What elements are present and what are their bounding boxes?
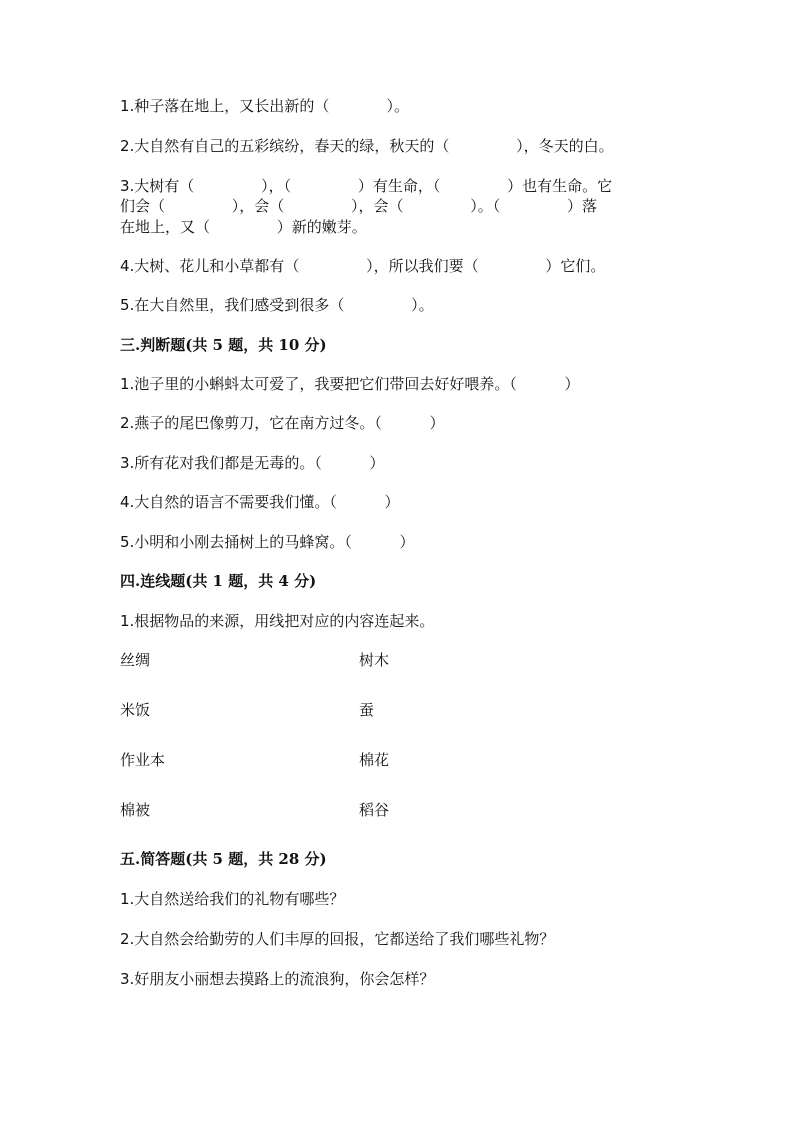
- matching-question: 1.根据物品的来源，用线把对应的内容连起来。: [120, 612, 435, 630]
- fill-question-1: 1.种子落在地上，又长出新的（ ）。: [120, 97, 410, 115]
- fill-question-4: 4.大树、花儿和小草都有（ ），所以我们要（ ）它们。: [120, 257, 606, 275]
- fill-question-3-line-3: 在地上，又（ ）新的嫩芽。: [120, 218, 367, 236]
- judge-item-1: 1.池子里的小蝌蚪太可爱了，我要把它们带回去好好喂养。（ ）: [120, 375, 580, 393]
- fill-question-3-line-2: 们会（ ），会（ ），会（ ）。（ ）落: [120, 197, 598, 215]
- short-answer-1: 1.大自然送给我们的礼物有哪些？: [120, 890, 345, 908]
- section-5-title: 五.简答题(共 5 题，共 28 分): [120, 850, 327, 868]
- match-left-3: 作业本: [120, 751, 166, 769]
- match-right-3: 棉花: [359, 751, 390, 769]
- fill-question-5: 5.在大自然里，我们感受到很多（ ）。: [120, 296, 434, 314]
- section-4-title: 四.连线题(共 1 题，共 4 分): [120, 572, 317, 590]
- match-left-2: 米饭: [120, 701, 151, 719]
- judge-item-3: 3.所有花对我们都是无毒的。（ ）: [120, 454, 385, 472]
- match-right-4: 稻谷: [359, 801, 390, 819]
- match-right-1: 树木: [359, 651, 390, 669]
- short-answer-2: 2.大自然会给勤劳的人们丰厚的回报，它都送给了我们哪些礼物？: [120, 930, 555, 948]
- judge-item-5: 5.小明和小刚去捅树上的马蜂窝。（ ）: [120, 533, 415, 551]
- match-left-4: 棉被: [120, 801, 151, 819]
- short-answer-3: 3.好朋友小丽想去摸路上的流浪狗，你会怎样？: [120, 970, 435, 988]
- fill-question-2: 2.大自然有自己的五彩缤纷，春天的绿，秋天的（ ），冬天的白。: [120, 137, 614, 155]
- fill-question-3-line-1: 3.大树有（ ），（ ）有生命，（ ）也有生命。它: [120, 177, 613, 195]
- match-left-1: 丝绸: [120, 651, 151, 669]
- judge-item-2: 2.燕子的尾巴像剪刀，它在南方过冬。（ ）: [120, 414, 445, 432]
- match-right-2: 蚕: [359, 701, 375, 719]
- judge-item-4: 4.大自然的语言不需要我们懂。（ ）: [120, 493, 400, 511]
- section-3-title: 三.判断题(共 5 题，共 10 分): [120, 336, 327, 354]
